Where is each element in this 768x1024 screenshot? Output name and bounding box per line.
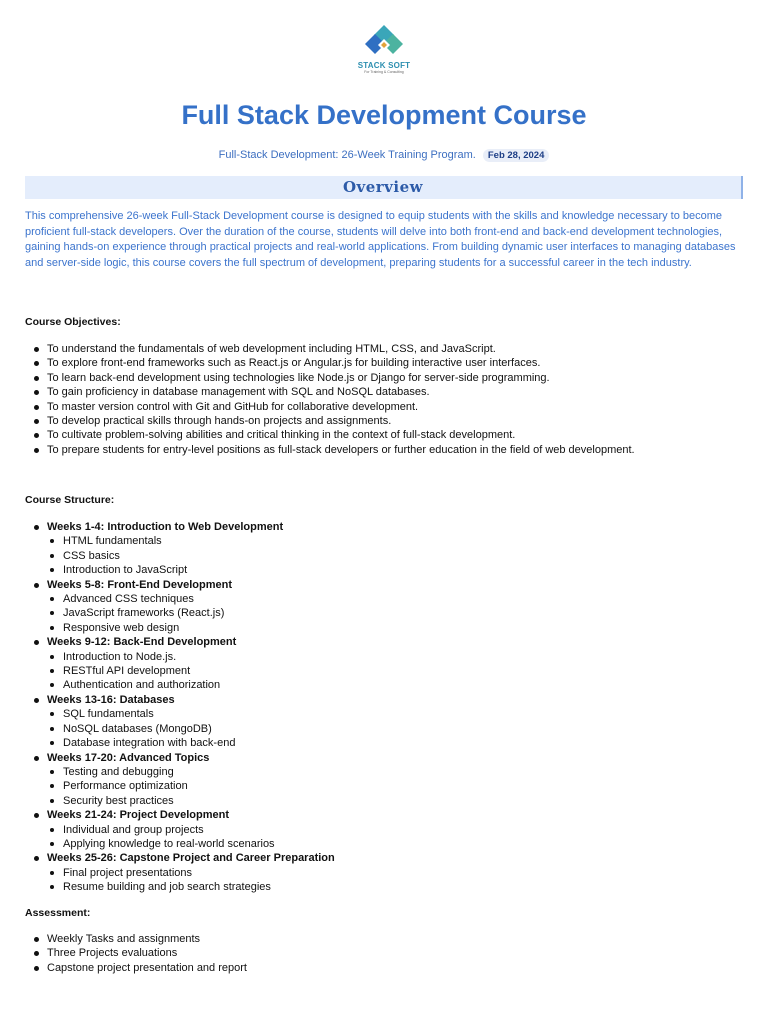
week-block-title: Weeks 25-26: Capstone Project and Career Preparation — [33, 851, 753, 865]
objectives-heading: Course Objectives: — [25, 316, 121, 328]
week-block-title: Weeks 21-24: Project Development — [33, 808, 753, 822]
topic-list — [33, 823, 753, 852]
topic-item: NoSQL databases (MongoDB) — [33, 722, 753, 736]
topic-item: Responsive web design — [33, 621, 753, 635]
topic-list — [33, 866, 753, 895]
overview-heading: Overview — [342, 178, 424, 196]
week-block-title: Weeks 5-8: Front-End Development — [33, 578, 753, 592]
topic-item: Introduction to Node.js. — [33, 650, 753, 664]
company-logo — [348, 24, 420, 86]
assessment-heading: Assessment: — [25, 907, 91, 919]
topic-item: Individual and group projects — [33, 823, 753, 837]
topic-item: Advanced CSS techniques — [33, 592, 753, 606]
topic-list — [33, 650, 753, 693]
structure-list — [33, 520, 753, 895]
assessment-list — [33, 932, 753, 975]
objective-item: To explore front-end frameworks such as React.js or Angular.js for building interactive user interfaces. — [33, 356, 753, 370]
objective-item: To master version control with Git and GitHub for collaborative development. — [33, 400, 753, 414]
objective-item: To understand the fundamentals of web development including HTML, CSS, and JavaScript. — [33, 342, 753, 356]
assessment-item: Weekly Tasks and assignments — [33, 932, 753, 946]
topic-item: Applying knowledge to real-world scenarios — [33, 837, 753, 851]
topic-item: SQL fundamentals — [33, 707, 753, 721]
date-badge: Feb 28, 2024 — [483, 149, 550, 162]
week-topics — [33, 534, 753, 577]
topic-item: RESTful API development — [33, 664, 753, 678]
topic-list — [33, 534, 753, 577]
assessment-item: Three Projects evaluations — [33, 946, 753, 960]
week-block-title: Weeks 1-4: Introduction to Web Development — [33, 520, 753, 534]
topic-item: Introduction to JavaScript — [33, 563, 753, 577]
assessment-item: Capstone project presentation and report — [33, 961, 753, 975]
objective-item: To learn back-end development using technologies like Node.js or Django for server-side programming. — [33, 371, 753, 385]
topic-item: Authentication and authorization — [33, 678, 753, 692]
subtitle-line — [0, 149, 768, 162]
week-block-title: Weeks 9-12: Back-End Development — [33, 635, 753, 649]
topic-item: Database integration with back-end — [33, 736, 753, 750]
week-topics — [33, 592, 753, 635]
objective-item: To prepare students for entry-level positions as full-stack developers or further education in the field of web development. — [33, 443, 753, 457]
topic-item: HTML fundamentals — [33, 534, 753, 548]
topic-list — [33, 707, 753, 750]
topic-item: Testing and debugging — [33, 765, 753, 779]
week-topics — [33, 650, 753, 693]
objectives-list — [33, 342, 753, 457]
topic-item: Performance optimization — [33, 779, 753, 793]
subtitle: Full-Stack Development: 26-Week Training Program. — [218, 149, 476, 161]
topic-item: JavaScript frameworks (React.js) — [33, 606, 753, 620]
overview-section-header — [25, 176, 743, 199]
topic-item: Security best practices — [33, 794, 753, 808]
brand-tagline: For Training & Consulting — [364, 70, 404, 74]
page-title: Full Stack Development Course — [181, 100, 587, 130]
week-topics — [33, 707, 753, 750]
week-topics — [33, 866, 753, 895]
week-topics — [33, 765, 753, 808]
objective-item: To cultivate problem-solving abilities and critical thinking in the context of full-stack development. — [33, 428, 753, 442]
week-block-title: Weeks 17-20: Advanced Topics — [33, 751, 753, 765]
stack-soft-logo-icon — [364, 24, 404, 60]
brand-name: STACK SOFT — [357, 61, 411, 70]
topic-item: CSS basics — [33, 549, 753, 563]
structure-heading: Course Structure: — [25, 494, 115, 506]
topic-item: Final project presentations — [33, 866, 753, 880]
overview-paragraph: This comprehensive 26-week Full-Stack Development course is designed to equip students with the skills and knowledge necessary to become proficient full-stack developers. Over the duration of the course, students will delve into both front-end and back-end development technologies, gaining hands-on experience through practical projects and real-world applications. From building dynamic user interfaces to managing databases and server-side logic, this course covers the full spectrum of development, preparing students for a successful career in the tech industry. — [25, 210, 736, 269]
objective-item: To develop practical skills through hands-on projects and assignments. — [33, 414, 753, 428]
week-topics — [33, 823, 753, 852]
topic-list — [33, 592, 753, 635]
topic-item: Resume building and job search strategies — [33, 880, 753, 894]
week-block-title: Weeks 13-16: Databases — [33, 693, 753, 707]
topic-list — [33, 765, 753, 808]
objective-item: To gain proficiency in database management with SQL and NoSQL databases. — [33, 385, 753, 399]
